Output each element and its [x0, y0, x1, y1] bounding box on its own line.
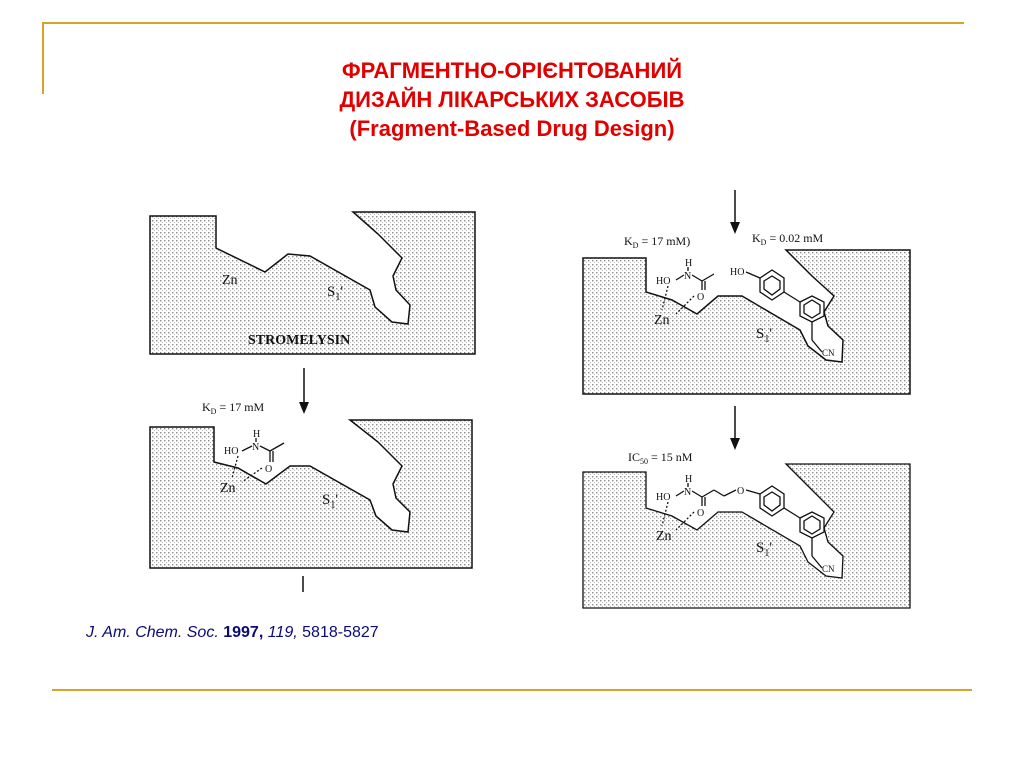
- citation-year: 1997,: [223, 624, 264, 641]
- kd-fragment1-label: $K_D = 17$ mM): [624, 234, 691, 250]
- title-line-1: ФРАГМЕНТНО-ОРІЄНТОВАНИЙ: [341, 58, 683, 83]
- protein-surface: [150, 420, 472, 568]
- panel-stromelysin: [150, 212, 475, 354]
- arrow-down-mid-right: [730, 406, 740, 450]
- ether-o-label: O: [737, 486, 745, 497]
- zn-label: Zn: [220, 481, 236, 496]
- o-label: O: [265, 464, 273, 475]
- n-label: N: [684, 487, 692, 498]
- arrow-down-top-right: [730, 190, 740, 234]
- citation-journal: J. Am. Chem. Soc.: [86, 624, 219, 641]
- citation-volume: 119,: [267, 624, 298, 641]
- protein-name-label: STROMELYSIN: [248, 333, 351, 348]
- ic50-label: $IC_{50} = 15$ nM: [628, 450, 693, 466]
- literature-citation: [86, 624, 379, 642]
- ho-label-2: HO: [730, 267, 745, 278]
- ho-label: HO: [656, 492, 671, 503]
- ho-label: HO: [656, 276, 671, 287]
- zn-label: Zn: [654, 313, 670, 328]
- panel-fragment-1: [150, 400, 472, 568]
- title-line-2: ДИЗАЙН ЛІКАРСЬКИХ ЗАСОБІВ: [339, 87, 685, 112]
- h-label: H: [685, 258, 693, 269]
- s1-pocket-label: $S_1'$: [756, 540, 773, 559]
- h-label: H: [253, 429, 261, 440]
- h-label: H: [685, 474, 693, 485]
- cn-label: CN: [822, 348, 835, 358]
- kd-label: $K_D = 17$ mM: [202, 400, 265, 416]
- n-label: N: [684, 271, 692, 282]
- cn-label: CN: [822, 564, 835, 574]
- s1-pocket-label: $S_1'$: [327, 284, 344, 303]
- ho-label: HO: [224, 446, 239, 457]
- o-label: O: [697, 508, 705, 519]
- kd-fragment2-label: $K_D = 0.02$ mM: [752, 231, 824, 247]
- citation-pages: 5818-5827: [302, 624, 379, 641]
- s1-pocket-label: $S_1'$: [322, 492, 339, 511]
- o-label: O: [697, 292, 705, 303]
- n-label: N: [252, 442, 260, 453]
- title-line-3: (Fragment-Based Drug Design): [349, 116, 675, 141]
- protein-surface: [583, 464, 910, 608]
- zn-label: Zn: [222, 273, 238, 288]
- zn-label: Zn: [656, 529, 672, 544]
- panel-two-fragments: [583, 231, 910, 394]
- panel-linked-compound: [583, 450, 910, 608]
- s1-pocket-label: $S_1'$: [756, 326, 773, 345]
- arrow-down-1: [299, 368, 309, 414]
